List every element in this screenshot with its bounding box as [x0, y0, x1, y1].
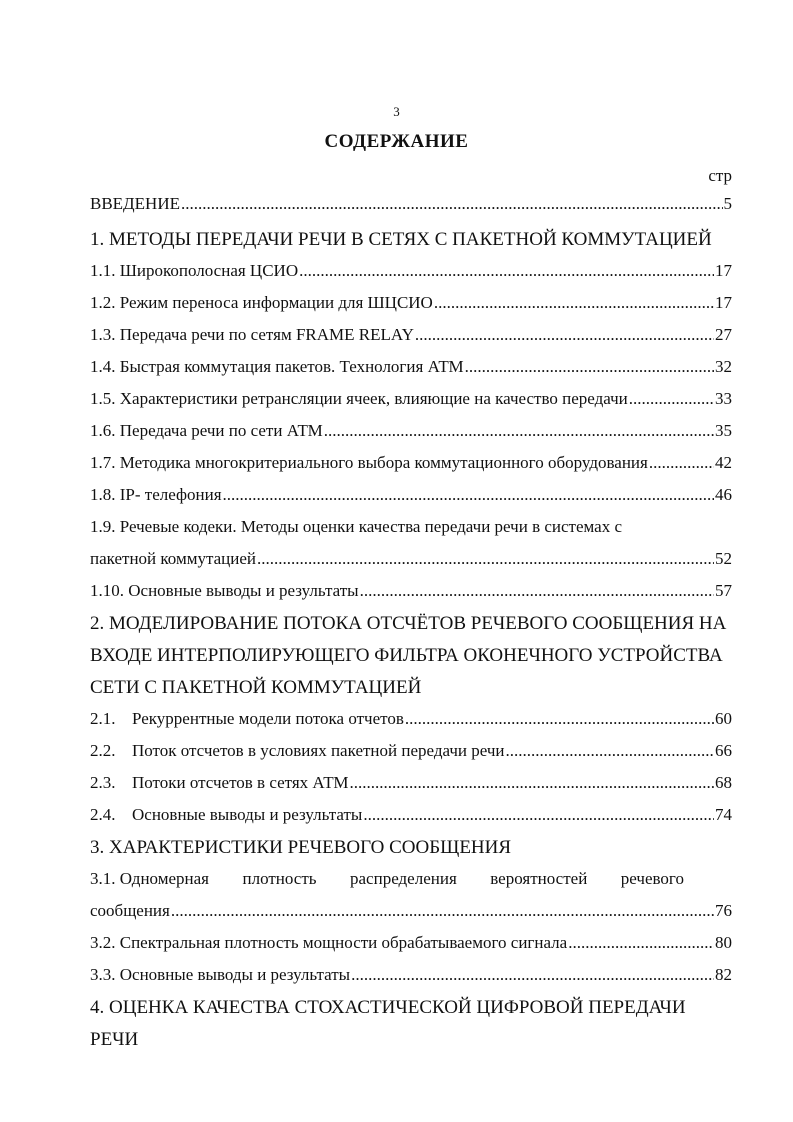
toc-entry-1-3[interactable]: [90, 325, 732, 357]
toc-entry-text: сообщения: [90, 901, 170, 920]
toc-entry-introduction[interactable]: [90, 194, 732, 229]
toc-chapter-heading: РЕЧИ: [90, 1029, 139, 1050]
toc-chapter-4-line2[interactable]: [90, 1029, 732, 1061]
toc-entry-text: 1.8. IP- телефония: [90, 485, 222, 504]
toc-entry-text: 1.1. Широкополосная ЦСИО: [90, 261, 299, 280]
toc-chapter-heading: ВХОДЕ ИНТЕРПОЛИРУЮЩЕГО ФИЛЬТРА ОКОНЕЧНОГО УСТРОЙСТВА: [90, 645, 723, 666]
toc-entry-text: пакетной коммутацией: [90, 549, 257, 568]
dot-leader: [257, 549, 714, 569]
toc-entry-text: 1.10. Основные выводы и результаты: [90, 581, 359, 600]
toc-entry-1-6[interactable]: [90, 421, 732, 453]
toc-entry-title: Поток отсчетов в условиях пакетной передачи речи: [132, 741, 505, 760]
toc-entry-3-1[interactable]: [90, 869, 732, 901]
table-of-contents: [90, 194, 732, 1061]
toc-entry-text: 3.2. Спектральная плотность мощности обрабатываемого сигнала: [90, 933, 568, 952]
dot-leader: [324, 421, 714, 441]
dot-leader: [465, 357, 714, 377]
dot-leader: [360, 581, 714, 601]
toc-entry-text: 1.9. Речевые кодеки. Методы оценки качества передачи речи в системах с: [90, 517, 622, 536]
toc-chapter-heading: 3. ХАРАКТЕРИСТИКИ РЕЧЕВОГО СООБЩЕНИЯ: [90, 837, 512, 858]
toc-chapter-heading: 1. МЕТОДЫ ПЕРЕДАЧИ РЕЧИ В СЕТЯХ С ПАКЕТНОЙ КОММУТАЦИЕЙ: [90, 229, 712, 250]
toc-entry-word: речевого: [620, 869, 684, 888]
toc-entry-page: 42: [715, 453, 732, 472]
toc-entry-1-7[interactable]: [90, 453, 732, 485]
toc-chapter-1[interactable]: [90, 229, 732, 261]
toc-entry-1-9[interactable]: [90, 517, 732, 549]
toc-entry-3-1-cont[interactable]: [90, 901, 732, 933]
toc-entry-page: 57: [715, 581, 732, 600]
toc-chapter-heading: СЕТИ С ПАКЕТНОЙ КОММУТАЦИЕЙ: [90, 677, 422, 698]
toc-entry-text: 1.2. Режим переноса информации для ШЦСИО: [90, 293, 433, 312]
toc-entry-page: 60: [715, 709, 732, 728]
toc-entry-text: [90, 709, 404, 729]
page-number: 3: [393, 104, 400, 119]
dot-leader: [181, 194, 723, 214]
toc-entry-text: 1.6. Передача речи по сети АТМ: [90, 421, 323, 440]
toc-entry-word: вероятностей: [490, 869, 588, 888]
toc-entry-page: 80: [715, 933, 732, 952]
toc-entry-1-8[interactable]: [90, 485, 732, 517]
toc-entry-text: [90, 773, 348, 793]
toc-entry-text: 1.3. Передача речи по сетям FRAME RELAY: [90, 325, 414, 344]
toc-entry-text: 3.3. Основные выводы и результаты: [90, 965, 351, 984]
toc-entry-text: [90, 869, 684, 889]
toc-entry-page: 68: [715, 773, 732, 792]
dot-leader: [434, 293, 714, 313]
toc-entry-text: 1.7. Методика многокритериального выбора коммутационного оборудования: [90, 453, 648, 472]
toc-entry-1-2[interactable]: [90, 293, 732, 325]
toc-entry-text: [90, 805, 362, 825]
toc-entry-page: 66: [715, 741, 732, 760]
page-title: СОДЕРЖАНИЕ: [324, 131, 469, 152]
toc-entry-number: 2.2.: [90, 741, 116, 760]
dot-leader: [405, 709, 714, 729]
dot-leader: [649, 453, 714, 473]
toc-chapter-2-line3[interactable]: [90, 677, 732, 709]
toc-entry-1-10[interactable]: [90, 581, 732, 613]
toc-entry-1-5[interactable]: [90, 389, 732, 421]
toc-entry-title: Потоки отсчетов в сетях АТМ: [132, 773, 349, 792]
toc-chapter-heading: 4. ОЦЕНКА КАЧЕСТВА СТОХАСТИЧЕСКОЙ ЦИФРОВОЙ ПЕРЕДАЧИ: [90, 997, 686, 1018]
toc-entry-text: 1.4. Быстрая коммутация пакетов. Технология АТМ: [90, 357, 464, 376]
toc-entry-page: 17: [715, 293, 732, 312]
dot-leader: [506, 741, 714, 761]
toc-entry-text: ВВЕДЕНИЕ: [90, 194, 180, 213]
page-column-label: стр: [708, 166, 732, 185]
toc-entry-word: плотность: [242, 869, 317, 888]
dot-leader: [629, 389, 714, 409]
toc-entry-number: 2.4.: [90, 805, 116, 824]
toc-entry-page: 74: [715, 805, 732, 824]
dot-leader: [299, 261, 714, 281]
toc-entry-word: 3.1. Одномерная: [90, 869, 209, 888]
dot-leader: [351, 965, 714, 985]
dot-leader: [349, 773, 714, 793]
toc-entry-page: 5: [723, 194, 732, 213]
dot-leader: [415, 325, 714, 345]
toc-entry-number: 2.1.: [90, 709, 116, 728]
toc-entry-1-9-cont[interactable]: [90, 549, 732, 581]
toc-chapter-3[interactable]: [90, 837, 732, 869]
toc-entry-page: 27: [715, 325, 732, 344]
toc-entry-title: Рекуррентные модели потока отчетов: [132, 709, 404, 728]
toc-entry-2-3[interactable]: [90, 773, 732, 805]
dot-leader: [568, 933, 714, 953]
toc-entry-word: распределения: [350, 869, 457, 888]
toc-entry-3-3[interactable]: [90, 965, 732, 997]
toc-entry-number: 2.3.: [90, 773, 116, 792]
toc-entry-page: 35: [715, 421, 732, 440]
toc-entry-page: 52: [715, 549, 732, 568]
toc-chapter-2-line2[interactable]: [90, 645, 732, 677]
toc-entry-3-2[interactable]: [90, 933, 732, 965]
toc-entry-1-4[interactable]: [90, 357, 732, 389]
toc-entry-1-1[interactable]: [90, 261, 732, 293]
toc-entry-page: 82: [715, 965, 732, 984]
toc-entry-title: Основные выводы и результаты: [132, 805, 363, 824]
dot-leader: [363, 805, 714, 825]
dot-leader: [223, 485, 714, 505]
toc-entry-text: 1.5. Характеристики ретрансляции ячеек, влияющие на качество передачи: [90, 389, 628, 408]
toc-entry-page: 76: [715, 901, 732, 920]
toc-entry-2-4[interactable]: [90, 805, 732, 837]
toc-entry-text: [90, 741, 505, 761]
toc-entry-page: 46: [715, 485, 732, 504]
toc-entry-2-2[interactable]: [90, 741, 732, 773]
toc-entry-2-1[interactable]: [90, 709, 732, 741]
toc-entry-page: 32: [715, 357, 732, 376]
toc-chapter-heading: 2. МОДЕЛИРОВАНИЕ ПОТОКА ОТСЧЁТОВ РЕЧЕВОГО СООБЩЕНИЯ НА: [90, 613, 727, 634]
dot-leader: [171, 901, 714, 921]
toc-chapter-4[interactable]: [90, 997, 732, 1029]
toc-chapter-2[interactable]: [90, 613, 732, 645]
toc-entry-page: 17: [715, 261, 732, 280]
toc-entry-page: 33: [715, 389, 732, 408]
